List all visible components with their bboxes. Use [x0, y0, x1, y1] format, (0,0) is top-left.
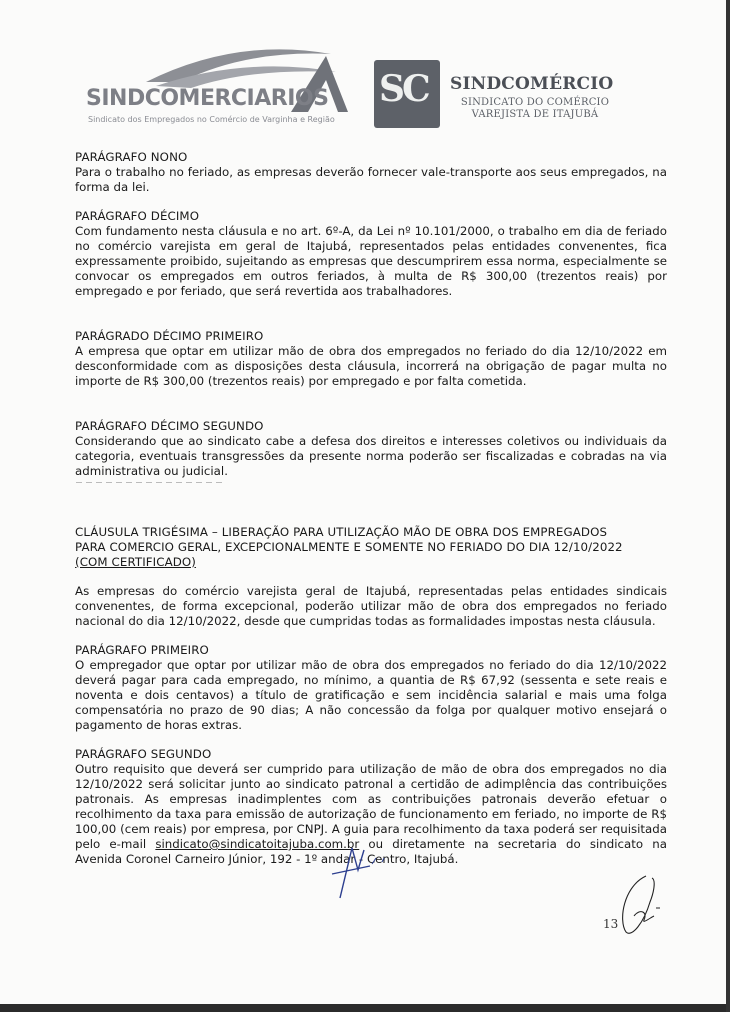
- clause-heading-line-1: CLÁUSULA TRIGÉSIMA – LIBERAÇÃO PARA UTILIZAÇÃO MÃO DE OBRA DOS EMPREGADOS: [75, 525, 608, 539]
- section-paragrafo-primeiro: [75, 643, 667, 733]
- clause-heading-line-2: PARA COMERCIO GERAL, EXCEPCIONALMENTE E SOMENTE NO FERIADO DO DIA 12/10/2022: [75, 540, 623, 554]
- section-heading: PARÁGRAFO NONO: [75, 150, 188, 164]
- left-logo-brand: SINDCOMERCIARIOS: [86, 86, 329, 111]
- section-paragrafo-decimo-segundo: [75, 419, 667, 479]
- section-heading: PARÁGRAFO DÉCIMO SEGUNDO: [75, 419, 264, 433]
- email-link[interactable]: sindicato@sindicatoitajuba.com.br: [155, 837, 360, 851]
- document-body: [75, 150, 667, 867]
- section-clausula-trigesima: [75, 525, 667, 629]
- right-logo-subtitle-2: VAREJISTA DE ITAJUBÁ: [471, 109, 599, 120]
- section-text: A empresa que optar em utilizar mão de obra dos empregados no feriado do dia 12/10/2022 em desconformidade com as disposições desta cláusula, incorrerá na obrigação de pagar multa no importe de R$ 300,00 (trezentos reais) por empregado e por falta cometida.: [75, 344, 667, 388]
- sc-emblem-mark: SC: [379, 68, 428, 110]
- left-logo-subtitle: Sindicato dos Empregados no Comércio de Varginha e Região: [88, 115, 335, 124]
- faint-divider: [76, 482, 226, 483]
- section-heading: PARÁGRADO DÉCIMO PRIMEIRO: [75, 329, 264, 343]
- section-paragrafo-nono: [75, 150, 667, 195]
- clause-heading-line-3: (COM CERTIFICADO): [75, 555, 197, 569]
- sindcomerciarios-logo: [86, 42, 348, 132]
- page-number: 13: [603, 917, 619, 931]
- right-logo-title: SINDCOMÉRCIO: [450, 74, 614, 94]
- section-text: Com fundamento nesta cláusula e no art. 6º-A, da Lei nº 10.101/2000, o trabalho em dia de feriado no comércio varejista em geral de Itajubá, representados pelas entidades convenentes, fica expressamente proibido, sujeitando as empresas que descumprirem essa norma, especialmente se convocar os empregados em outros feriados, à multa de R$ 300,00 (trezentos reais) por empregado e por feriado, que será revertida aos trabalhadores.: [75, 224, 667, 298]
- section-text: Para o trabalho no feriado, as empresas deverão fornecer vale-transporte aos seus empregados, na forma da lei.: [75, 165, 667, 194]
- section-text: Considerando que ao sindicato cabe a defesa dos direitos e interesses coletivos ou individuais da categoria, eventuais transgressões da presente norma poderão ser fiscalizadas e cobradas na via administrativa ou judicial.: [75, 434, 667, 478]
- handwritten-signature: [318, 840, 398, 900]
- text-after-email: ou diretamente na secretaria do sindicato na Avenida Coronel Carneiro Júnior, 192 - 1º andar - Centro, Itajubá.: [75, 837, 667, 866]
- sindcomercio-logo: [374, 58, 634, 130]
- scan-bottom-edge: [0, 1004, 730, 1012]
- text-before-email: Outro requisito que deverá ser cumprido para utilização de mão de obra dos empregados no dia 12/10/2022 será solicitar junto ao sindicato patronal a certidão de adimplência das contribuições patronais. As empresas inadimplentes com as contribuições patronais deverão efetuar o recolhimento da taxa para emissão de autorização de funcionamento em feriado, no importe de R$ 100,00 (cem reais) por empresa, por CNPJ. A guia para recolhimento da taxa poderá ser requisitada pelo e-mail: [75, 762, 667, 851]
- right-logo-subtitle-1: SINDICATO DO COMÉRCIO: [460, 97, 610, 108]
- section-paragrafo-decimo-primeiro: [75, 329, 667, 389]
- section-text: As empresas do comércio varejista geral de Itajubá, representadas pelas entidades sindicais convenentes, de forma excepcional, poderão utilizar mão de obra dos empregados no feriado nacional do dia 12/10/2022, desde que cumpridas todas as formalidades impostas nesta cláusula.: [75, 584, 667, 628]
- section-paragrafo-decimo: [75, 209, 667, 299]
- scan-right-edge: [726, 0, 730, 1012]
- handwritten-initials: [616, 872, 666, 940]
- sc-emblem: [374, 60, 440, 128]
- section-text: O empregador que optar por utilizar mão de obra dos empregados no feriado do dia 12/10/2022 deverá pagar para cada empregado, no mínimo, a quantia de R$ 67,92 (sessenta e sete reais e noventa e dois centavos) a título de gratificação e sem incidência salarial e mais uma folga compensatória no prazo de 90 dias; A não concessão da folga por qualquer motivo ensejará o pagamento de horas extras.: [75, 658, 667, 732]
- section-heading: PARÁGRAFO PRIMEIRO: [75, 643, 209, 657]
- section-heading: PARÁGRAFO SEGUNDO: [75, 747, 212, 761]
- section-heading: PARÁGRAFO DÉCIMO: [75, 209, 200, 223]
